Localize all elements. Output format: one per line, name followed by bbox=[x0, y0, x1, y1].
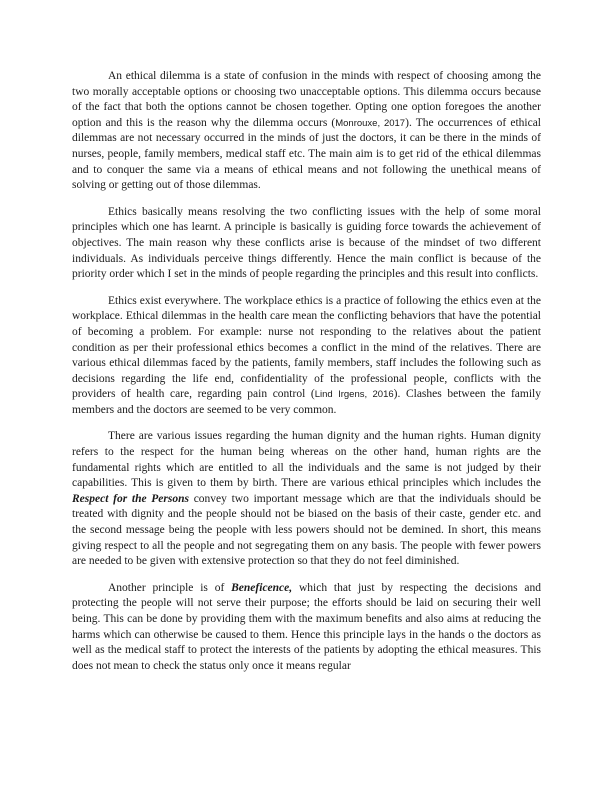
paragraph-text: convey two important message which are that the individuals should be treated with dignity and the people should not be biased on the basis of their caste, gender etc. and the second message being the people with less powers should not be demined. In short, this means giving respect to all the people and not segregating them on any basis. The people with fewer powers are needed to be given with extensive protection so that they do not feel diminished. bbox=[72, 492, 541, 568]
paragraph-text: An ethical dilemma is a state of confusion in the minds with respect of choosing among the two morally acceptable options or choosing two unacceptable options. This dilemma occurs because of the fact that both the options cannot be chosen together. Opting one option foregoes the another option and this is the reason why the dilemma occurs ( bbox=[72, 70, 541, 129]
paragraph-4 bbox=[72, 429, 541, 569]
document-page bbox=[72, 69, 541, 685]
paragraph-text: Another principle is of bbox=[108, 581, 232, 594]
citation: Monrouxe, 2017 bbox=[335, 117, 406, 129]
paragraph-text: ). The occurrences of ethical dilemmas are not necessary occurred in the minds of just the doctors, it can be there in the minds of nurses, people, family members, medical staff etc. The main aim is to get rid of the ethical dilemmas and to conquer the same via a means of ethical means and not following the unethical means of solving or getting out of those dilemmas. bbox=[72, 116, 541, 192]
paragraph-5 bbox=[72, 581, 541, 675]
citation: Lind Irgens, 2016 bbox=[314, 389, 394, 401]
paragraph-3 bbox=[72, 294, 541, 419]
paragraph-text: There are various issues regarding the human dignity and the human rights. Human dignity refers to the respect for the human being whereas on the other hand, human rights are the fundamental rights which are entitled to all the individuals and the same is not judged by their capabilities. This is given to them by birth. There are various ethical principles which includes the bbox=[72, 430, 541, 490]
paragraph-text: ). Clashes between the family members and the doctors are seemed to be very common. bbox=[72, 388, 541, 416]
paragraph-text: which that just by respecting the decisions and protecting the people will not serve their purpose; the efforts should be laid on securing their well being. This can be done by providing them with the maximum benefits and also aims at reducing the harms which can otherwise be caused to them. Hence this principle lays in the hands o the doctors as well as the medical staff to protect the interests of the patients by adopting the ethical measures. This does not mean to check the status only once it means regular bbox=[72, 581, 541, 672]
emphasized-term: Beneficence, bbox=[231, 581, 293, 594]
paragraph-1 bbox=[72, 69, 541, 194]
paragraph-text: Ethics exist everywhere. The workplace ethics is a practice of following the ethics even at the workplace. Ethical dilemmas in the health care mean the conflicting behaviors that have the potential of becoming a problem. For example: nurse not responding to the relatives about the patient condition as per their professional ethics becomes a conflict in the mind of the relatives. There are various ethical dilemmas faced by the patients, family members, staff includes the following such as decisions regarding the life end, confidentiality of the professional people, conflicts with the providers of health care, regarding pain control ( bbox=[72, 294, 541, 401]
emphasized-term: Respect for the Persons bbox=[72, 492, 189, 505]
paragraph-2 bbox=[72, 205, 541, 283]
paragraph-text: Ethics basically means resolving the two conflicting issues with the help of some moral principles which one has learnt. A principle is basically is guiding force towards the achievement of objectives. The main reason why these conflicts arise is because of the mindset of two different individuals. As individuals perceive things differently. Hence the main conflict is because of the priority order which I set in the minds of people regarding the principles and this result into conflicts. bbox=[72, 205, 541, 281]
